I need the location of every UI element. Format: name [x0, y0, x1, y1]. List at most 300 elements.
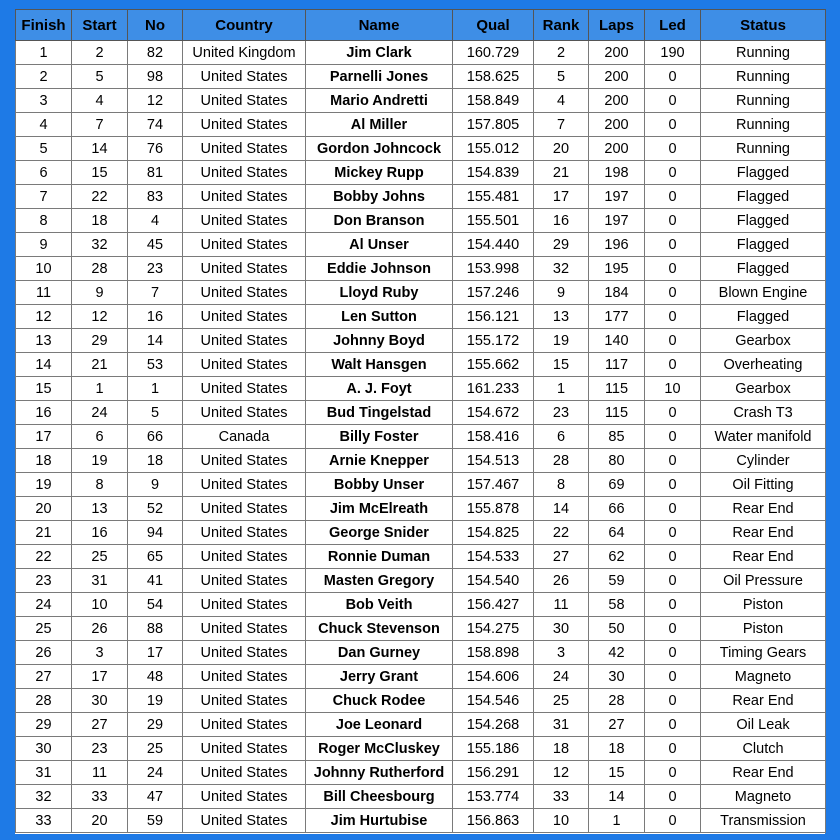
start-cell: 2	[72, 41, 128, 65]
start-cell: 21	[72, 353, 128, 377]
name-cell: Bobby Johns	[306, 185, 453, 209]
start-cell: 26	[72, 617, 128, 641]
status-cell: Rear End	[701, 497, 826, 521]
number-cell: 24	[128, 761, 183, 785]
status-cell: Running	[701, 137, 826, 161]
rank-cell: 33	[534, 785, 589, 809]
qual-cell: 155.172	[453, 329, 534, 353]
start-cell: 11	[72, 761, 128, 785]
country-cell: United States	[183, 353, 306, 377]
number-cell: 23	[128, 257, 183, 281]
country-cell: United States	[183, 209, 306, 233]
header-led: Led	[645, 10, 701, 41]
laps-cell: 140	[589, 329, 645, 353]
laps-cell: 50	[589, 617, 645, 641]
finish-cell: 22	[16, 545, 72, 569]
rank-cell: 8	[534, 473, 589, 497]
rank-cell: 6	[534, 425, 589, 449]
rank-cell: 22	[534, 521, 589, 545]
table-row	[16, 257, 826, 281]
laps-cell: 30	[589, 665, 645, 689]
qual-cell: 156.863	[453, 809, 534, 833]
status-cell: Flagged	[701, 185, 826, 209]
status-cell: Oil Fitting	[701, 473, 826, 497]
status-cell: Blown Engine	[701, 281, 826, 305]
qual-cell: 155.662	[453, 353, 534, 377]
rank-cell: 27	[534, 545, 589, 569]
finish-cell: 18	[16, 449, 72, 473]
laps-cell: 64	[589, 521, 645, 545]
led-cell: 0	[645, 89, 701, 113]
country-cell: United Kingdom	[183, 41, 306, 65]
laps-cell: 200	[589, 41, 645, 65]
qual-cell: 161.233	[453, 377, 534, 401]
number-cell: 17	[128, 641, 183, 665]
header-name: Name	[306, 10, 453, 41]
status-cell: Crash T3	[701, 401, 826, 425]
country-cell: United States	[183, 545, 306, 569]
country-cell: United States	[183, 737, 306, 761]
name-cell: Mario Andretti	[306, 89, 453, 113]
rank-cell: 30	[534, 617, 589, 641]
status-cell: Flagged	[701, 209, 826, 233]
finish-cell: 21	[16, 521, 72, 545]
start-cell: 10	[72, 593, 128, 617]
table-row	[16, 161, 826, 185]
country-cell: United States	[183, 113, 306, 137]
laps-cell: 115	[589, 401, 645, 425]
laps-cell: 42	[589, 641, 645, 665]
start-cell: 15	[72, 161, 128, 185]
number-cell: 1	[128, 377, 183, 401]
finish-cell: 7	[16, 185, 72, 209]
number-cell: 41	[128, 569, 183, 593]
led-cell: 0	[645, 185, 701, 209]
qual-cell: 155.481	[453, 185, 534, 209]
led-cell: 0	[645, 473, 701, 497]
qual-cell: 154.672	[453, 401, 534, 425]
laps-cell: 1	[589, 809, 645, 833]
qual-cell: 153.774	[453, 785, 534, 809]
rank-cell: 31	[534, 713, 589, 737]
laps-cell: 184	[589, 281, 645, 305]
rank-cell: 29	[534, 233, 589, 257]
finish-cell: 14	[16, 353, 72, 377]
table-row	[16, 353, 826, 377]
start-cell: 28	[72, 257, 128, 281]
number-cell: 81	[128, 161, 183, 185]
status-cell: Rear End	[701, 761, 826, 785]
name-cell: Ronnie Duman	[306, 545, 453, 569]
start-cell: 1	[72, 377, 128, 401]
start-cell: 7	[72, 113, 128, 137]
name-cell: A. J. Foyt	[306, 377, 453, 401]
qual-cell: 154.440	[453, 233, 534, 257]
finish-cell: 2	[16, 65, 72, 89]
name-cell: Johnny Boyd	[306, 329, 453, 353]
finish-cell: 26	[16, 641, 72, 665]
led-cell: 0	[645, 689, 701, 713]
laps-cell: 69	[589, 473, 645, 497]
start-cell: 19	[72, 449, 128, 473]
led-cell: 0	[645, 257, 701, 281]
rank-cell: 5	[534, 65, 589, 89]
table-row	[16, 425, 826, 449]
qual-cell: 158.625	[453, 65, 534, 89]
led-cell: 190	[645, 41, 701, 65]
qual-cell: 154.839	[453, 161, 534, 185]
header-row	[16, 10, 826, 41]
rank-cell: 19	[534, 329, 589, 353]
name-cell: Don Branson	[306, 209, 453, 233]
table-row	[16, 137, 826, 161]
table-row	[16, 809, 826, 833]
table-row	[16, 641, 826, 665]
country-cell: Canada	[183, 425, 306, 449]
table-row	[16, 593, 826, 617]
status-cell: Piston	[701, 593, 826, 617]
laps-cell: 177	[589, 305, 645, 329]
status-cell: Timing Gears	[701, 641, 826, 665]
number-cell: 83	[128, 185, 183, 209]
rank-cell: 25	[534, 689, 589, 713]
qual-cell: 154.606	[453, 665, 534, 689]
rank-cell: 4	[534, 89, 589, 113]
finish-cell: 5	[16, 137, 72, 161]
laps-cell: 200	[589, 65, 645, 89]
led-cell: 0	[645, 137, 701, 161]
start-cell: 17	[72, 665, 128, 689]
rank-cell: 14	[534, 497, 589, 521]
country-cell: United States	[183, 233, 306, 257]
name-cell: Billy Foster	[306, 425, 453, 449]
finish-cell: 30	[16, 737, 72, 761]
race-results-table	[15, 9, 826, 833]
finish-cell: 24	[16, 593, 72, 617]
header-start: Start	[72, 10, 128, 41]
qual-cell: 158.849	[453, 89, 534, 113]
rank-cell: 16	[534, 209, 589, 233]
led-cell: 0	[645, 425, 701, 449]
led-cell: 0	[645, 737, 701, 761]
qual-cell: 155.878	[453, 497, 534, 521]
led-cell: 0	[645, 161, 701, 185]
led-cell: 0	[645, 65, 701, 89]
laps-cell: 59	[589, 569, 645, 593]
led-cell: 0	[645, 641, 701, 665]
finish-cell: 3	[16, 89, 72, 113]
table-row	[16, 497, 826, 521]
country-cell: United States	[183, 89, 306, 113]
status-cell: Flagged	[701, 233, 826, 257]
start-cell: 12	[72, 305, 128, 329]
qual-cell: 153.998	[453, 257, 534, 281]
finish-cell: 16	[16, 401, 72, 425]
name-cell: Al Unser	[306, 233, 453, 257]
table-row	[16, 41, 826, 65]
status-cell: Rear End	[701, 545, 826, 569]
name-cell: Lloyd Ruby	[306, 281, 453, 305]
rank-cell: 11	[534, 593, 589, 617]
status-cell: Running	[701, 65, 826, 89]
qual-cell: 157.246	[453, 281, 534, 305]
status-cell: Clutch	[701, 737, 826, 761]
led-cell: 0	[645, 281, 701, 305]
start-cell: 9	[72, 281, 128, 305]
start-cell: 6	[72, 425, 128, 449]
qual-cell: 156.291	[453, 761, 534, 785]
finish-cell: 4	[16, 113, 72, 137]
number-cell: 14	[128, 329, 183, 353]
status-cell: Gearbox	[701, 329, 826, 353]
status-cell: Oil Leak	[701, 713, 826, 737]
number-cell: 25	[128, 737, 183, 761]
rank-cell: 17	[534, 185, 589, 209]
finish-cell: 10	[16, 257, 72, 281]
finish-cell: 27	[16, 665, 72, 689]
finish-cell: 29	[16, 713, 72, 737]
led-cell: 0	[645, 497, 701, 521]
qual-cell: 154.275	[453, 617, 534, 641]
finish-cell: 6	[16, 161, 72, 185]
country-cell: United States	[183, 329, 306, 353]
laps-cell: 200	[589, 89, 645, 113]
table-row	[16, 761, 826, 785]
led-cell: 0	[645, 113, 701, 137]
led-cell: 0	[645, 593, 701, 617]
led-cell: 0	[645, 401, 701, 425]
header-qual: Qual	[453, 10, 534, 41]
finish-cell: 12	[16, 305, 72, 329]
start-cell: 25	[72, 545, 128, 569]
name-cell: Jerry Grant	[306, 665, 453, 689]
laps-cell: 200	[589, 113, 645, 137]
name-cell: Roger McCluskey	[306, 737, 453, 761]
laps-cell: 117	[589, 353, 645, 377]
rank-cell: 1	[534, 377, 589, 401]
country-cell: United States	[183, 497, 306, 521]
country-cell: United States	[183, 65, 306, 89]
table-row	[16, 89, 826, 113]
number-cell: 88	[128, 617, 183, 641]
status-cell: Rear End	[701, 689, 826, 713]
laps-cell: 27	[589, 713, 645, 737]
table-row	[16, 689, 826, 713]
qual-cell: 155.186	[453, 737, 534, 761]
name-cell: Chuck Stevenson	[306, 617, 453, 641]
led-cell: 0	[645, 233, 701, 257]
country-cell: United States	[183, 137, 306, 161]
status-cell: Flagged	[701, 161, 826, 185]
table-row	[16, 449, 826, 473]
qual-cell: 154.540	[453, 569, 534, 593]
number-cell: 7	[128, 281, 183, 305]
number-cell: 53	[128, 353, 183, 377]
rank-cell: 21	[534, 161, 589, 185]
rank-cell: 23	[534, 401, 589, 425]
rank-cell: 7	[534, 113, 589, 137]
header-finish: Finish	[16, 10, 72, 41]
status-cell: Flagged	[701, 305, 826, 329]
start-cell: 20	[72, 809, 128, 833]
rank-cell: 12	[534, 761, 589, 785]
laps-cell: 18	[589, 737, 645, 761]
laps-cell: 85	[589, 425, 645, 449]
qual-cell: 154.825	[453, 521, 534, 545]
led-cell: 0	[645, 713, 701, 737]
table-row	[16, 329, 826, 353]
country-cell: United States	[183, 401, 306, 425]
laps-cell: 28	[589, 689, 645, 713]
led-cell: 10	[645, 377, 701, 401]
name-cell: Jim Hurtubise	[306, 809, 453, 833]
start-cell: 13	[72, 497, 128, 521]
rank-cell: 28	[534, 449, 589, 473]
table-row	[16, 233, 826, 257]
qual-cell: 160.729	[453, 41, 534, 65]
number-cell: 9	[128, 473, 183, 497]
number-cell: 54	[128, 593, 183, 617]
rank-cell: 32	[534, 257, 589, 281]
name-cell: George Snider	[306, 521, 453, 545]
country-cell: United States	[183, 641, 306, 665]
laps-cell: 66	[589, 497, 645, 521]
name-cell: Chuck Rodee	[306, 689, 453, 713]
laps-cell: 196	[589, 233, 645, 257]
finish-cell: 1	[16, 41, 72, 65]
start-cell: 33	[72, 785, 128, 809]
rank-cell: 20	[534, 137, 589, 161]
laps-cell: 197	[589, 185, 645, 209]
status-cell: Running	[701, 89, 826, 113]
finish-cell: 31	[16, 761, 72, 785]
start-cell: 32	[72, 233, 128, 257]
finish-cell: 13	[16, 329, 72, 353]
qual-cell: 155.501	[453, 209, 534, 233]
led-cell: 0	[645, 761, 701, 785]
rank-cell: 24	[534, 665, 589, 689]
name-cell: Eddie Johnson	[306, 257, 453, 281]
start-cell: 24	[72, 401, 128, 425]
name-cell: Walt Hansgen	[306, 353, 453, 377]
number-cell: 12	[128, 89, 183, 113]
number-cell: 16	[128, 305, 183, 329]
finish-cell: 32	[16, 785, 72, 809]
qual-cell: 157.805	[453, 113, 534, 137]
name-cell: Jim McElreath	[306, 497, 453, 521]
rank-cell: 10	[534, 809, 589, 833]
name-cell: Bill Cheesbourg	[306, 785, 453, 809]
finish-cell: 19	[16, 473, 72, 497]
finish-cell: 25	[16, 617, 72, 641]
rank-cell: 18	[534, 737, 589, 761]
qual-cell: 156.121	[453, 305, 534, 329]
table-row	[16, 65, 826, 89]
name-cell: Bobby Unser	[306, 473, 453, 497]
status-cell: Water manifold	[701, 425, 826, 449]
table-row	[16, 185, 826, 209]
table-row	[16, 281, 826, 305]
qual-cell: 154.533	[453, 545, 534, 569]
led-cell: 0	[645, 665, 701, 689]
rank-cell: 2	[534, 41, 589, 65]
led-cell: 0	[645, 545, 701, 569]
start-cell: 5	[72, 65, 128, 89]
table-row	[16, 713, 826, 737]
results-body	[16, 41, 826, 833]
table-row	[16, 737, 826, 761]
laps-cell: 62	[589, 545, 645, 569]
status-cell: Cylinder	[701, 449, 826, 473]
led-cell: 0	[645, 521, 701, 545]
laps-cell: 197	[589, 209, 645, 233]
status-cell: Running	[701, 113, 826, 137]
country-cell: United States	[183, 593, 306, 617]
rank-cell: 9	[534, 281, 589, 305]
finish-cell: 23	[16, 569, 72, 593]
number-cell: 94	[128, 521, 183, 545]
finish-cell: 11	[16, 281, 72, 305]
status-cell: Overheating	[701, 353, 826, 377]
table-row	[16, 665, 826, 689]
qual-cell: 154.546	[453, 689, 534, 713]
start-cell: 31	[72, 569, 128, 593]
led-cell: 0	[645, 305, 701, 329]
qual-cell: 154.268	[453, 713, 534, 737]
country-cell: United States	[183, 521, 306, 545]
country-cell: United States	[183, 713, 306, 737]
laps-cell: 198	[589, 161, 645, 185]
status-cell: Gearbox	[701, 377, 826, 401]
table-row	[16, 113, 826, 137]
country-cell: United States	[183, 665, 306, 689]
name-cell: Bob Veith	[306, 593, 453, 617]
country-cell: United States	[183, 305, 306, 329]
country-cell: United States	[183, 257, 306, 281]
qual-cell: 158.416	[453, 425, 534, 449]
number-cell: 18	[128, 449, 183, 473]
number-cell: 5	[128, 401, 183, 425]
number-cell: 76	[128, 137, 183, 161]
finish-cell: 9	[16, 233, 72, 257]
country-cell: United States	[183, 473, 306, 497]
start-cell: 18	[72, 209, 128, 233]
number-cell: 82	[128, 41, 183, 65]
status-cell: Flagged	[701, 257, 826, 281]
number-cell: 59	[128, 809, 183, 833]
number-cell: 29	[128, 713, 183, 737]
rank-cell: 15	[534, 353, 589, 377]
status-cell: Magneto	[701, 665, 826, 689]
name-cell: Bud Tingelstad	[306, 401, 453, 425]
name-cell: Al Miller	[306, 113, 453, 137]
country-cell: United States	[183, 809, 306, 833]
status-cell: Transmission	[701, 809, 826, 833]
led-cell: 0	[645, 785, 701, 809]
led-cell: 0	[645, 329, 701, 353]
name-cell: Gordon Johncock	[306, 137, 453, 161]
finish-cell: 15	[16, 377, 72, 401]
rank-cell: 3	[534, 641, 589, 665]
status-cell: Rear End	[701, 521, 826, 545]
header-status: Status	[701, 10, 826, 41]
header-rank: Rank	[534, 10, 589, 41]
name-cell: Arnie Knepper	[306, 449, 453, 473]
name-cell: Jim Clark	[306, 41, 453, 65]
finish-cell: 17	[16, 425, 72, 449]
name-cell: Dan Gurney	[306, 641, 453, 665]
finish-cell: 20	[16, 497, 72, 521]
